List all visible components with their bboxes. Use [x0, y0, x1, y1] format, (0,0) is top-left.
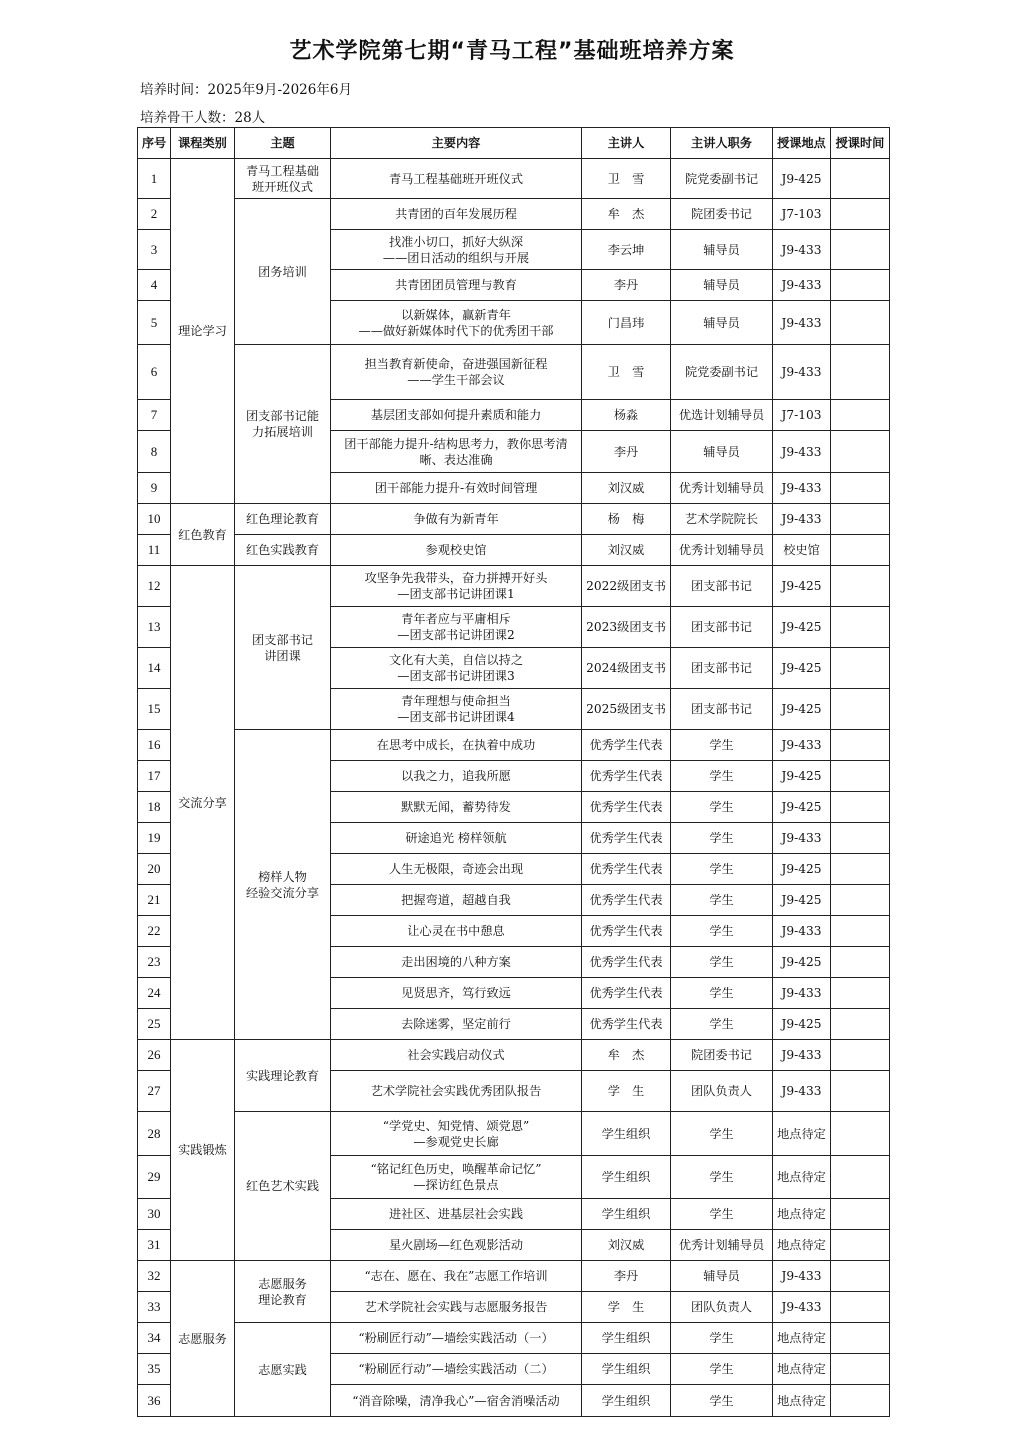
speaker: 学生组织	[582, 1323, 671, 1354]
lecture-time	[831, 504, 890, 535]
speaker: 优秀学生代表	[582, 792, 671, 823]
row-number: 17	[138, 761, 171, 792]
main-content: 社会实践启动仪式	[331, 1040, 582, 1071]
speaker: 优秀学生代表	[582, 1009, 671, 1040]
speaker-position: 优选计划辅导员	[671, 400, 773, 431]
lecture-time	[831, 1112, 890, 1156]
speaker: 学 生	[582, 1292, 671, 1323]
table-row	[138, 199, 890, 230]
row-number: 10	[138, 504, 171, 535]
speaker-position: 院团委书记	[671, 199, 773, 230]
speaker: 2024级团支书	[582, 648, 671, 689]
speaker-position: 学生	[671, 792, 773, 823]
row-number: 35	[138, 1354, 171, 1385]
lecture-place: 地点待定	[773, 1385, 831, 1417]
lecture-place: J9-425	[773, 648, 831, 689]
lecture-place: 地点待定	[773, 1230, 831, 1261]
speaker: 优秀学生代表	[582, 885, 671, 916]
main-content: 青马工程基础班开班仪式	[331, 159, 582, 199]
speaker-position: 学生	[671, 947, 773, 978]
lecture-place: J9-425	[773, 947, 831, 978]
lecture-place: J9-433	[773, 1292, 831, 1323]
row-number: 1	[138, 159, 171, 199]
lecture-time	[831, 1261, 890, 1292]
lecture-place: J9-425	[773, 792, 831, 823]
lecture-place: J9-425	[773, 607, 831, 648]
speaker-position: 学生	[671, 1323, 773, 1354]
lecture-time	[831, 1292, 890, 1323]
main-content: 星火剧场—红色观影活动	[331, 1230, 582, 1261]
lecture-time	[831, 159, 890, 199]
row-number: 9	[138, 473, 171, 504]
lecture-place: J9-433	[773, 916, 831, 947]
main-content: 艺术学院社会实践优秀团队报告	[331, 1071, 582, 1112]
main-content: 研途追光 榜样领航	[331, 823, 582, 854]
row-number: 14	[138, 648, 171, 689]
header-cell-theme: 主题	[235, 128, 331, 159]
lecture-time	[831, 792, 890, 823]
speaker: 优秀学生代表	[582, 978, 671, 1009]
row-number: 28	[138, 1112, 171, 1156]
speaker: 刘汉威	[582, 535, 671, 566]
lecture-time	[831, 1323, 890, 1354]
row-number: 22	[138, 916, 171, 947]
row-number: 34	[138, 1323, 171, 1354]
speaker-position: 学生	[671, 1009, 773, 1040]
course-theme: 志愿服务 理论教育	[235, 1261, 331, 1323]
main-content: 去除迷雾，坚定前行	[331, 1009, 582, 1040]
row-number: 21	[138, 885, 171, 916]
table-row	[138, 730, 890, 761]
speaker-position: 辅导员	[671, 270, 773, 301]
speaker-position: 优秀计划辅导员	[671, 535, 773, 566]
speaker-position: 团队负责人	[671, 1071, 773, 1112]
course-theme: 红色实践教育	[235, 535, 331, 566]
lecture-place: 地点待定	[773, 1112, 831, 1156]
speaker-position: 学生	[671, 854, 773, 885]
speaker-position: 辅导员	[671, 1261, 773, 1292]
lecture-place: 地点待定	[773, 1354, 831, 1385]
lecture-place: J9-433	[773, 270, 831, 301]
course-theme: 团支部书记能 力拓展培训	[235, 345, 331, 504]
lecture-time	[831, 535, 890, 566]
main-content: 默默无闻，蓄势待发	[331, 792, 582, 823]
speaker-position: 学生	[671, 978, 773, 1009]
lecture-place: J9-433	[773, 473, 831, 504]
course-category: 红色教育	[171, 504, 235, 566]
row-number: 26	[138, 1040, 171, 1071]
main-content: “铭记红色历史，唤醒革命记忆” —探访红色景点	[331, 1156, 582, 1199]
lecture-time	[831, 431, 890, 473]
header-cell-place: 授课地点	[773, 128, 831, 159]
row-number: 6	[138, 345, 171, 400]
speaker-position: 学生	[671, 1354, 773, 1385]
training-plan-table	[137, 127, 890, 1417]
speaker-position: 学生	[671, 1199, 773, 1230]
table-row	[138, 345, 890, 400]
table-body	[138, 159, 890, 1417]
speaker: 优秀学生代表	[582, 854, 671, 885]
header-cell-time: 授课时间	[831, 128, 890, 159]
speaker: 门昌玮	[582, 301, 671, 345]
lecture-time	[831, 689, 890, 730]
lecture-place: 地点待定	[773, 1156, 831, 1199]
lecture-time	[831, 566, 890, 607]
lecture-place: J9-425	[773, 761, 831, 792]
speaker-position: 学生	[671, 1112, 773, 1156]
speaker: 学 生	[582, 1071, 671, 1112]
main-content: 青年者应与平庸相斥 —团支部书记讲团课2	[331, 607, 582, 648]
speaker: 牟 杰	[582, 1040, 671, 1071]
lecture-place: J9-433	[773, 978, 831, 1009]
speaker: 刘汉威	[582, 1230, 671, 1261]
speaker: 优秀学生代表	[582, 823, 671, 854]
course-theme: 红色理论教育	[235, 504, 331, 535]
main-content: 共青团团员管理与教育	[331, 270, 582, 301]
speaker: 学生组织	[582, 1199, 671, 1230]
main-content: 让心灵在书中憩息	[331, 916, 582, 947]
main-content: “粉刷匠行动”—墙绘实践活动（二）	[331, 1354, 582, 1385]
lecture-time	[831, 1230, 890, 1261]
lecture-place: J9-425	[773, 689, 831, 730]
lecture-time	[831, 270, 890, 301]
lecture-place: J9-433	[773, 230, 831, 270]
row-number: 20	[138, 854, 171, 885]
row-number: 27	[138, 1071, 171, 1112]
member-count: 培养骨干人数：28人	[140, 110, 266, 126]
main-content: 争做有为新青年	[331, 504, 582, 535]
row-number: 18	[138, 792, 171, 823]
main-content: “志在、愿在、我在”志愿工作培训	[331, 1261, 582, 1292]
main-content: 团干部能力提升-有效时间管理	[331, 473, 582, 504]
table-header-row	[138, 128, 890, 159]
row-number: 2	[138, 199, 171, 230]
lecture-place: 地点待定	[773, 1199, 831, 1230]
table-row	[138, 1323, 890, 1354]
speaker: 优秀学生代表	[582, 730, 671, 761]
lecture-place: J9-433	[773, 431, 831, 473]
lecture-place: J7-103	[773, 400, 831, 431]
header-cell-category: 课程类别	[171, 128, 235, 159]
course-theme: 实践理论教育	[235, 1040, 331, 1112]
row-number: 5	[138, 301, 171, 345]
course-theme: 榜样人物 经验交流分享	[235, 730, 331, 1040]
main-content: 青年理想与使命担当 —团支部书记讲团课4	[331, 689, 582, 730]
row-number: 32	[138, 1261, 171, 1292]
row-number: 30	[138, 1199, 171, 1230]
row-number: 16	[138, 730, 171, 761]
lecture-time	[831, 854, 890, 885]
main-content: 以我之力，追我所愿	[331, 761, 582, 792]
lecture-place: J9-425	[773, 159, 831, 199]
row-number: 19	[138, 823, 171, 854]
speaker-position: 辅导员	[671, 301, 773, 345]
speaker: 优秀学生代表	[582, 761, 671, 792]
lecture-place: J9-433	[773, 1040, 831, 1071]
lecture-place: J9-433	[773, 1071, 831, 1112]
speaker: 学生组织	[582, 1112, 671, 1156]
speaker-position: 辅导员	[671, 230, 773, 270]
lecture-time	[831, 199, 890, 230]
row-number: 12	[138, 566, 171, 607]
speaker-position: 院党委副书记	[671, 345, 773, 400]
table-row	[138, 1112, 890, 1156]
lecture-place: J9-425	[773, 885, 831, 916]
document-title: 艺术学院第七期“青马工程”基础班培养方案	[289, 39, 735, 64]
speaker-position: 学生	[671, 730, 773, 761]
lecture-time	[831, 730, 890, 761]
main-content: “学党史、知党情、颂党恩” —参观党史长廊	[331, 1112, 582, 1156]
lecture-place: J9-433	[773, 1261, 831, 1292]
lecture-place: J7-103	[773, 199, 831, 230]
course-theme: 青马工程基础 班开班仪式	[235, 159, 331, 199]
table-row	[138, 566, 890, 607]
lecture-time	[831, 473, 890, 504]
lecture-place: J9-433	[773, 504, 831, 535]
row-number: 15	[138, 689, 171, 730]
speaker-position: 学生	[671, 916, 773, 947]
lecture-time	[831, 916, 890, 947]
main-content: 攻坚争先我带头，奋力拼搏开好头 —团支部书记讲团课1	[331, 566, 582, 607]
lecture-time	[831, 230, 890, 270]
course-category: 实践锻炼	[171, 1040, 235, 1261]
main-content: 人生无极限，奇迹会出现	[331, 854, 582, 885]
speaker: 卫 雪	[582, 159, 671, 199]
speaker: 杨淼	[582, 400, 671, 431]
lecture-time	[831, 1009, 890, 1040]
course-category: 志愿服务	[171, 1261, 235, 1417]
row-number: 4	[138, 270, 171, 301]
speaker: 杨 梅	[582, 504, 671, 535]
table-row	[138, 504, 890, 535]
table-row	[138, 535, 890, 566]
speaker: 李丹	[582, 270, 671, 301]
speaker: 牟 杰	[582, 199, 671, 230]
speaker: 优秀学生代表	[582, 916, 671, 947]
course-category: 交流分享	[171, 566, 235, 1040]
row-number: 31	[138, 1230, 171, 1261]
row-number: 33	[138, 1292, 171, 1323]
main-content: 找准小切口，抓好大纵深 ——团日活动的组织与开展	[331, 230, 582, 270]
main-content: 在思考中成长，在执着中成功	[331, 730, 582, 761]
header-cell-no: 序号	[138, 128, 171, 159]
main-content: 团干部能力提升-结构思考力，教你思考清 晰、表达准确	[331, 431, 582, 473]
main-content: 艺术学院社会实践与志愿服务报告	[331, 1292, 582, 1323]
speaker-position: 艺术学院院长	[671, 504, 773, 535]
speaker: 卫 雪	[582, 345, 671, 400]
row-number: 13	[138, 607, 171, 648]
lecture-time	[831, 607, 890, 648]
row-number: 7	[138, 400, 171, 431]
speaker-position: 学生	[671, 823, 773, 854]
course-theme: 团务培训	[235, 199, 331, 345]
main-content: 参观校史馆	[331, 535, 582, 566]
lecture-place: J9-425	[773, 854, 831, 885]
speaker: 刘汉威	[582, 473, 671, 504]
speaker-position: 院党委副书记	[671, 159, 773, 199]
lecture-time	[831, 1199, 890, 1230]
course-category: 理论学习	[171, 159, 235, 504]
speaker-position: 学生	[671, 885, 773, 916]
main-content: 基层团支部如何提升素质和能力	[331, 400, 582, 431]
speaker: 2022级团支书	[582, 566, 671, 607]
speaker: 李丹	[582, 431, 671, 473]
row-number: 29	[138, 1156, 171, 1199]
row-number: 3	[138, 230, 171, 270]
main-content: 进社区、进基层社会实践	[331, 1199, 582, 1230]
course-theme: 志愿实践	[235, 1323, 331, 1417]
speaker-position: 学生	[671, 1156, 773, 1199]
lecture-time	[831, 978, 890, 1009]
main-content: “消音除噪，清净我心”—宿舍消噪活动	[331, 1385, 582, 1417]
speaker-position: 团支部书记	[671, 689, 773, 730]
lecture-place: J9-433	[773, 730, 831, 761]
main-content: 文化有大美，自信以持之 —团支部书记讲团课3	[331, 648, 582, 689]
lecture-time	[831, 345, 890, 400]
lecture-time	[831, 1354, 890, 1385]
speaker-position: 团队负责人	[671, 1292, 773, 1323]
main-content: 共青团的百年发展历程	[331, 199, 582, 230]
lecture-time	[831, 823, 890, 854]
lecture-place: J9-425	[773, 1009, 831, 1040]
lecture-place: J9-433	[773, 345, 831, 400]
speaker: 李云坤	[582, 230, 671, 270]
table-row	[138, 159, 890, 199]
speaker: 优秀学生代表	[582, 947, 671, 978]
lecture-time	[831, 947, 890, 978]
speaker-position: 优秀计划辅导员	[671, 473, 773, 504]
speaker: 2025级团支书	[582, 689, 671, 730]
row-number: 23	[138, 947, 171, 978]
speaker-position: 学生	[671, 1385, 773, 1417]
training-time: 培养时间：2025年9月-2026年6月	[140, 82, 352, 98]
speaker: 学生组织	[582, 1156, 671, 1199]
speaker-position: 团支部书记	[671, 607, 773, 648]
main-content: 见贤思齐，笃行致远	[331, 978, 582, 1009]
lecture-place: J9-433	[773, 301, 831, 345]
speaker-position: 院团委书记	[671, 1040, 773, 1071]
speaker: 学生组织	[582, 1385, 671, 1417]
lecture-time	[831, 648, 890, 689]
course-theme: 团支部书记 讲团课	[235, 566, 331, 730]
lecture-place: 校史馆	[773, 535, 831, 566]
lecture-time	[831, 1071, 890, 1112]
speaker: 学生组织	[582, 1354, 671, 1385]
main-content: 担当教育新使命，奋进强国新征程 ——学生干部会议	[331, 345, 582, 400]
lecture-time	[831, 1156, 890, 1199]
speaker-position: 学生	[671, 761, 773, 792]
lecture-time	[831, 761, 890, 792]
speaker-position: 团支部书记	[671, 648, 773, 689]
course-theme: 红色艺术实践	[235, 1112, 331, 1261]
row-number: 11	[138, 535, 171, 566]
header-cell-content: 主要内容	[331, 128, 582, 159]
lecture-place: J9-425	[773, 566, 831, 607]
row-number: 8	[138, 431, 171, 473]
speaker-position: 辅导员	[671, 431, 773, 473]
lecture-place: J9-433	[773, 823, 831, 854]
header-cell-speaker: 主讲人	[582, 128, 671, 159]
speaker: 2023级团支书	[582, 607, 671, 648]
lecture-time	[831, 1040, 890, 1071]
main-content: “粉刷匠行动”—墙绘实践活动（一）	[331, 1323, 582, 1354]
main-content: 把握弯道，超越自我	[331, 885, 582, 916]
header-cell-position: 主讲人职务	[671, 128, 773, 159]
speaker-position: 团支部书记	[671, 566, 773, 607]
lecture-time	[831, 885, 890, 916]
lecture-place: 地点待定	[773, 1323, 831, 1354]
speaker-position: 优秀计划辅导员	[671, 1230, 773, 1261]
row-number: 24	[138, 978, 171, 1009]
speaker: 李丹	[582, 1261, 671, 1292]
lecture-time	[831, 400, 890, 431]
table-row	[138, 1040, 890, 1071]
row-number: 25	[138, 1009, 171, 1040]
lecture-time	[831, 1385, 890, 1417]
row-number: 36	[138, 1385, 171, 1417]
lecture-time	[831, 301, 890, 345]
main-content: 走出困境的八种方案	[331, 947, 582, 978]
main-content: 以新媒体，赢新青年 ——做好新媒体时代下的优秀团干部	[331, 301, 582, 345]
table-row	[138, 1261, 890, 1292]
